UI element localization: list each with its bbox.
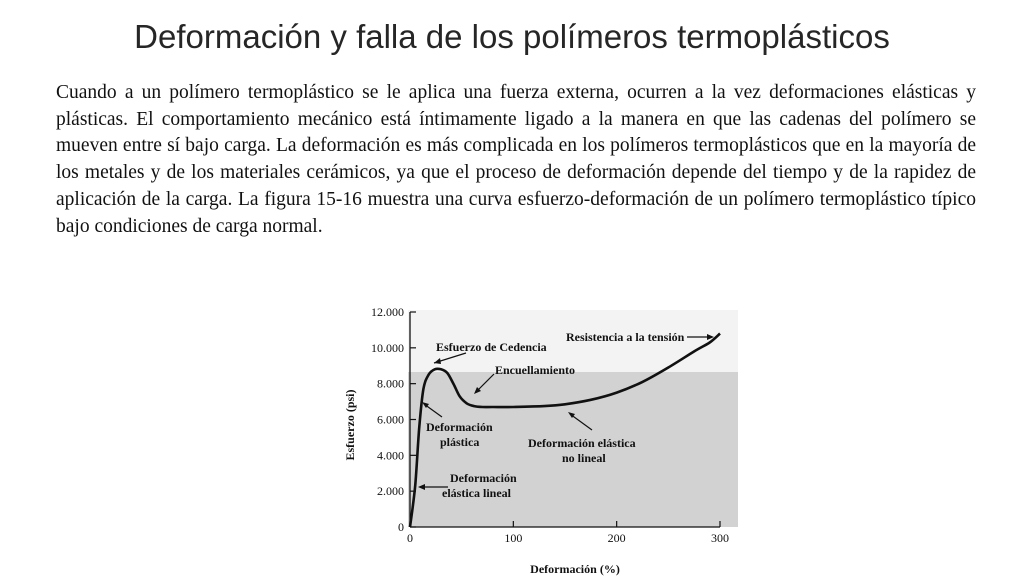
- x-tick-label: 100: [504, 531, 523, 545]
- slide-title: Deformación y falla de los polímeros termoplásticos: [134, 18, 890, 55]
- annotation-def-elastica-nl: Deformación elástica no lineal: [528, 436, 636, 465]
- annotation-encuellamiento: Encuellamiento: [495, 363, 575, 377]
- body-paragraph: Cuando a un polímero termoplástico se le aplica una fuerza externa, ocurren a la vez deformaciones elásticas y plásticas. El comportamiento mecánico está íntimamente ligado a la manera en que las cadenas del polímero se mueven entre sí bajo carga. La deformación es más complicada en los polímeros termoplásticos que en la mayoría de los metales y de los materiales cerámicos, ya que el proceso de deformación depende del tiempo y de la rapidez de aplicación de la carga. La figura 15-16 muestra una curva esfuerzo-deformación de un polímero termoplástico típico bajo condiciones de carga normal.: [56, 82, 976, 237]
- y-tick-label: 12.000: [371, 305, 404, 319]
- annotation-def-plastica: Deformación plástica: [426, 420, 493, 449]
- x-axis-label: Deformación (%): [530, 562, 620, 576]
- stress-strain-chart: [330, 290, 750, 576]
- x-tick-label: 300: [711, 531, 729, 545]
- x-tick-label: 200: [607, 531, 626, 545]
- y-tick-label: 2.000: [377, 484, 404, 499]
- annotation-cedencia: Esfuerzo de Cedencia: [436, 340, 547, 354]
- y-tick-label: 4.000: [377, 448, 404, 463]
- y-tick-label: 10.000: [371, 340, 404, 355]
- y-tick-label: 0: [398, 520, 404, 534]
- x-tick-label: 0: [407, 531, 413, 545]
- annotation-tension: Resistencia a la tensión: [566, 330, 685, 344]
- y-axis-label: Esfuerzo (psi): [343, 389, 357, 461]
- y-tick-label: 6.000: [377, 412, 404, 427]
- annotation-def-elastica-l: Deformación elástica lineal: [442, 471, 517, 500]
- chart-svg: [330, 290, 750, 576]
- y-tick-label: 8.000: [377, 376, 404, 391]
